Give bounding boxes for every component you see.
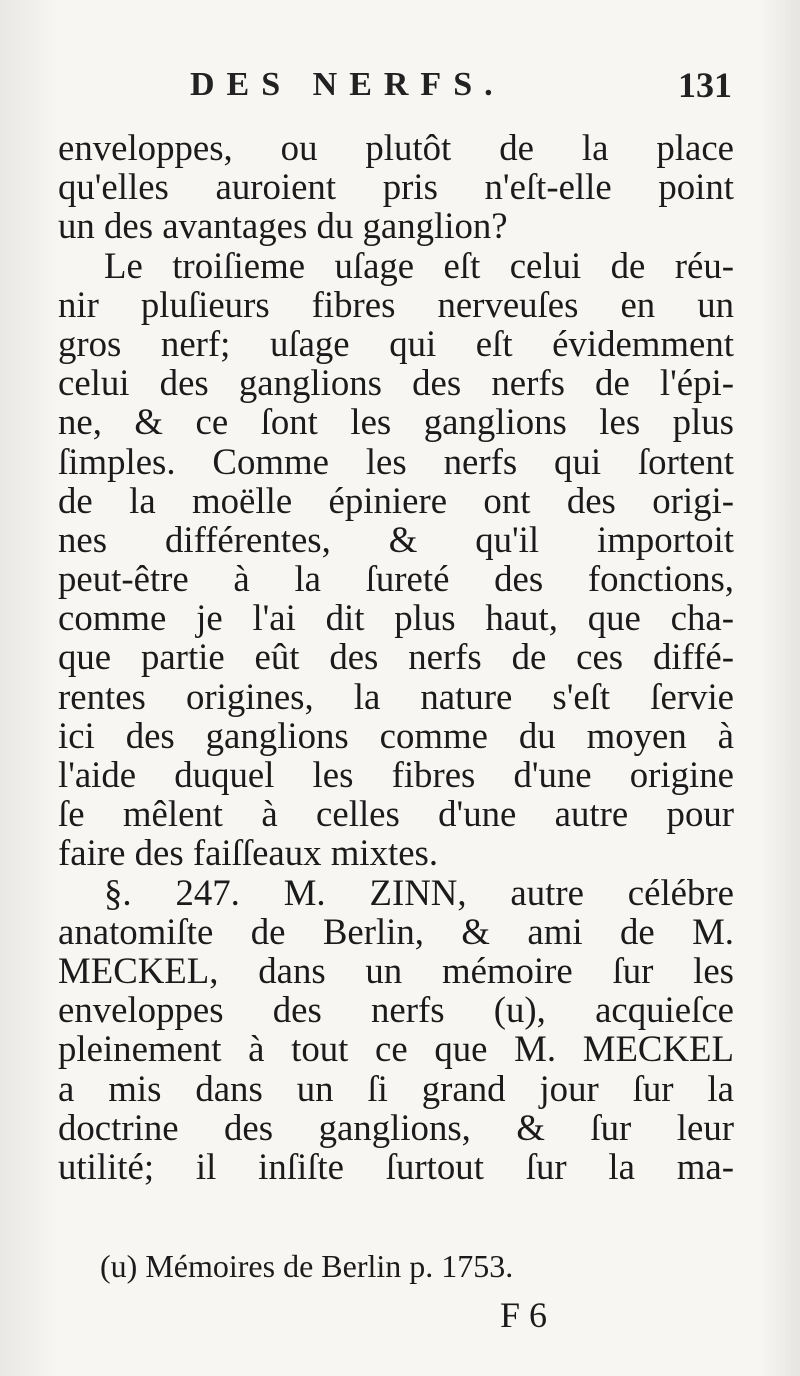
text-line: nir pluſieurs fibres nerveuſes en un — [58, 283, 734, 325]
text-line: rentes origines, la nature s'eſt ſervie — [58, 675, 734, 717]
text-line: ici des ganglions comme du moyen à — [58, 714, 734, 756]
body-text — [58, 128, 734, 1186]
text-line: doctrine des ganglions, & ſur leur — [58, 1106, 734, 1148]
running-title: DES NERFS. — [190, 66, 505, 103]
text-line: de la moëlle épiniere ont des origi- — [58, 479, 734, 521]
text-line: ſimples. Comme les nerfs qui ſortent — [58, 440, 734, 482]
text-line: enveloppes, ou plutôt de la place — [58, 127, 734, 168]
text-line: l'aide duquel les fibres d'une origine — [58, 754, 734, 795]
page-number: 131 — [678, 65, 732, 105]
text-line: qu'elles auroient pris n'eſt-elle point — [58, 166, 734, 208]
footnote: (u) Mémoires de Berlin p. 1753. — [100, 1248, 514, 1284]
text-line: a mis dans un ſi grand jour ſur la — [58, 1067, 734, 1109]
text-line: nes différentes, & qu'il importoit — [58, 518, 734, 560]
text-line: anatomiſte de Berlin, & ami de M. — [58, 910, 734, 952]
page-header — [190, 60, 732, 110]
text-line: enveloppes des nerfs (u), acquieſce — [58, 989, 734, 1031]
text-line: celui des ganglions des nerfs de l'épi- — [58, 362, 734, 404]
text-line: comme je l'ai dit plus haut, que cha- — [58, 597, 734, 639]
text-line: MECKEL, dans un mémoire ſur les — [58, 949, 734, 991]
printer-signature: F 6 — [500, 1295, 548, 1335]
text-line: §. 247. M. ZINN, autre célébre — [104, 871, 734, 913]
text-line: pleinement à tout ce que M. MECKEL — [58, 1028, 734, 1070]
text-line: un des avantages du ganglion? — [58, 205, 508, 247]
text-line: faire des faiſſeaux mixtes. — [58, 832, 439, 874]
text-line: gros nerf; uſage qui eſt évidemment — [58, 322, 734, 364]
text-line: que partie eût des nerfs de ces diffé- — [58, 636, 734, 678]
text-line: peut-être à la ſureté des fonctions, — [58, 558, 734, 600]
text-line: utilité; il inſiſte ſurtout ſur la ma- — [58, 1145, 734, 1187]
text-line: Le troiſieme uſage eſt celui de réu- — [104, 244, 734, 286]
text-line: ne, & ce ſont les ganglions les plus — [58, 401, 734, 443]
text-line: ſe mêlent à celles d'une autre pour — [58, 793, 734, 835]
